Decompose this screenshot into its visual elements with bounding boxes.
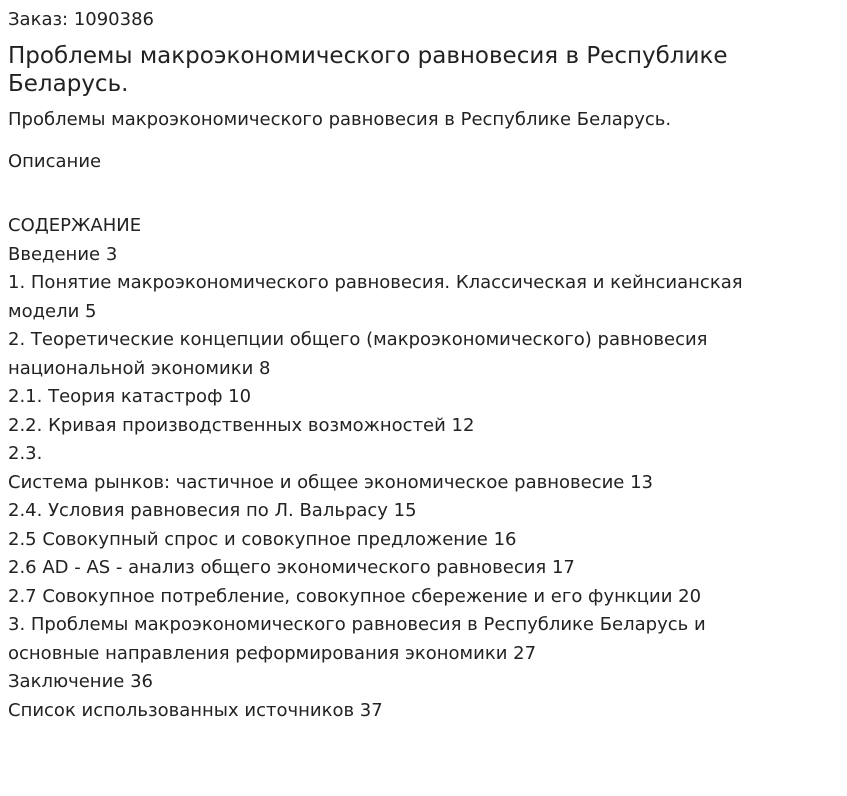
toc-item: 2.6 AD - AS - анализ общего экономического равновесия 17 [8, 557, 575, 578]
toc-item: Введение 3 [8, 243, 118, 265]
toc-item: 2. Теоретические концепции общего (макроэкономического) равновесия [8, 329, 708, 350]
order-number: Заказ: 1090386 [8, 9, 154, 30]
toc-item: основные направления реформирования экономики 27 [8, 642, 537, 664]
page-title [8, 42, 839, 98]
page-subtitle: Проблемы макроэкономического равновесия в Республике Беларусь. [8, 109, 672, 130]
toc-item: 2.1. Теория катастроф 10 [8, 386, 252, 407]
toc-item: 2.7 Совокупное потребление, совокупное сбережение и его функции 20 [8, 585, 702, 607]
toc-item: 1. Понятие макроэкономического равновесия. Классическая и кейнсианская [8, 272, 743, 293]
toc-item: модели 5 [8, 300, 97, 322]
description-heading: Описание [8, 151, 102, 172]
toc-item: 2.4. Условия равновесия по Л. Вальрасу 15 [8, 500, 417, 521]
page-title-line-1: Проблемы макроэкономического равновесия в Республике [8, 43, 728, 69]
toc-item: национальной экономики 8 [8, 357, 271, 379]
toc-item: 2.3. [8, 443, 43, 464]
toc-item: 3. Проблемы макроэкономического равновесия в Республике Беларусь и [8, 614, 706, 635]
toc-item: 2.5 Совокупный спрос и совокупное предложение 16 [8, 528, 517, 550]
toc-heading: СОДЕРЖАНИЕ [8, 215, 142, 236]
page-title-line-2: Беларусь. [8, 71, 129, 97]
toc-item: Система рынков: частичное и общее экономическое равновесие 13 [8, 471, 653, 493]
table-of-contents [8, 212, 839, 725]
toc-item: 2.2. Кривая производственных возможностей 12 [8, 414, 475, 436]
toc-item: Заключение 36 [8, 671, 153, 692]
toc-item: Список использованных источников 37 [8, 699, 383, 721]
